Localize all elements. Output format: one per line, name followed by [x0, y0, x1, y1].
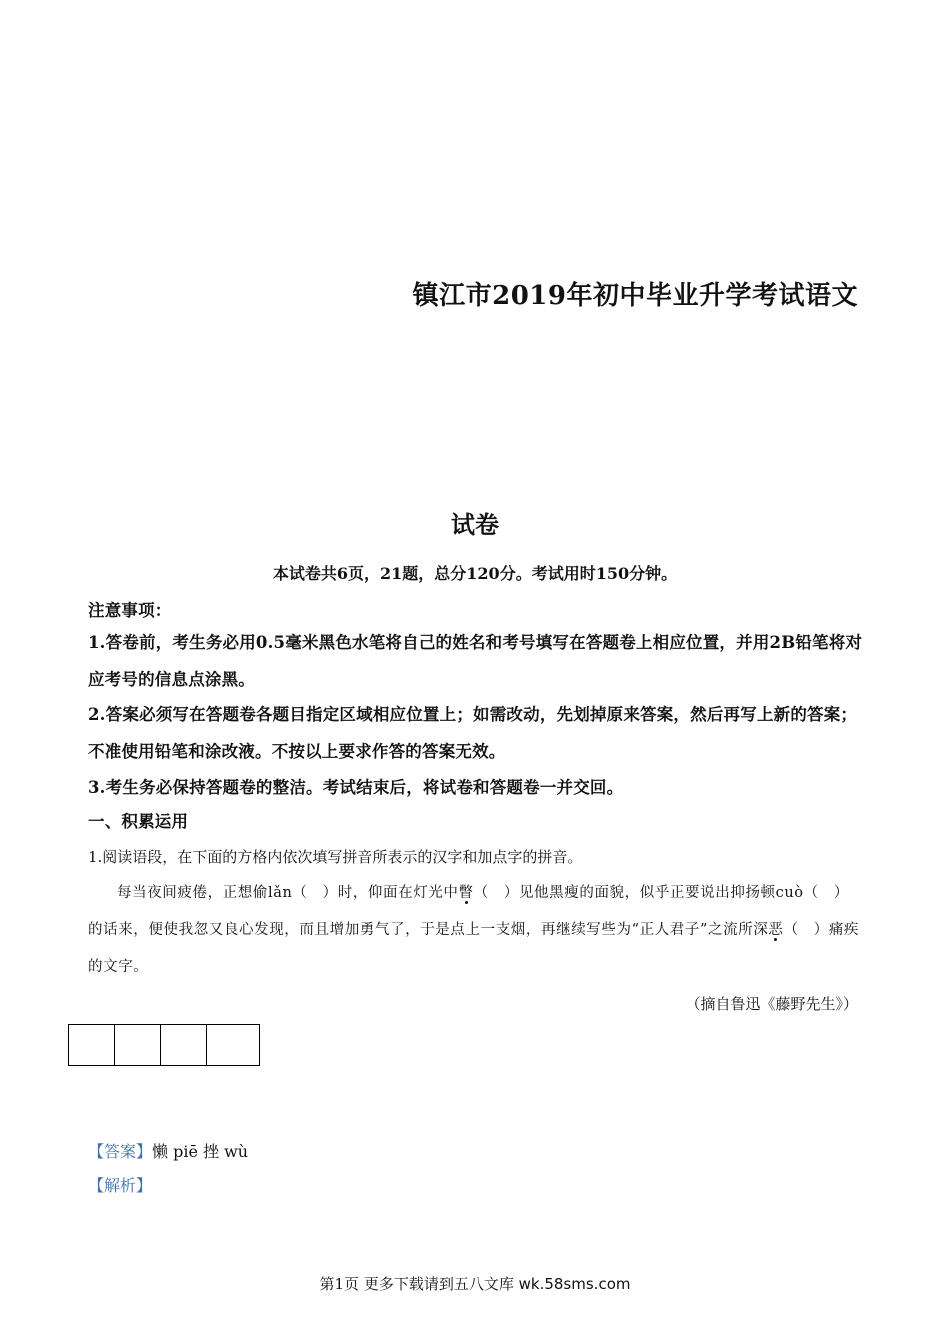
- exam-info: 本试卷共6页，21题，总分120分。考试用时150分钟。: [272, 564, 678, 583]
- answer-cell[interactable]: [161, 1025, 207, 1065]
- answer-cell[interactable]: [115, 1025, 161, 1065]
- page-subtitle: 试卷: [451, 510, 499, 539]
- answer-cell[interactable]: [207, 1025, 259, 1065]
- dotted-character: 恶: [768, 922, 784, 938]
- question-prompt: 1.阅读语段，在下面的方格内依次填写拼音所表示的汉字和加点字的拼音。: [88, 848, 583, 866]
- section-heading: 一、积累运用: [88, 812, 189, 831]
- answer-grid[interactable]: [68, 1024, 260, 1066]
- passage-part-3: （ ）痛疾的文字。: [88, 922, 860, 975]
- answer-cell[interactable]: [69, 1025, 115, 1065]
- analysis-line: [88, 1172, 152, 1200]
- notice-item-1: 1.答卷前，考生务必用0.5毫米黑色水笔将自己的姓名和考号填写在答题卷上相应位置，并用2B铅笔将对应考号的信息点涂黑。: [88, 633, 863, 689]
- passage-part-2: （ ）见他黑瘦的面貌，似乎正要说出抑扬顿cuò（ ）的话来，便使我忽又良心发现，而且增加勇气了，于是点上一支烟，再继续写些为“正人君子”之流所深: [88, 885, 849, 938]
- passage-source: （摘自鲁迅《藤野先生》）: [685, 995, 858, 1013]
- page-footer: [0, 1273, 950, 1294]
- reading-passage: [88, 875, 863, 986]
- footer-site-link[interactable]: wk.58sms.com: [518, 1275, 631, 1293]
- answer-value: 懒 piē 挫 wù: [152, 1142, 249, 1161]
- dotted-character: 瞥: [458, 885, 474, 901]
- analysis-label: 【解析】: [88, 1176, 153, 1195]
- notice-item-3: 3.考生务必保持答题卷的整洁。考试结束后，将试卷和答题卷一并交回。: [88, 778, 624, 797]
- footer-text: 第1页 更多下载请到五八文库: [319, 1275, 514, 1293]
- answer-line: [88, 1138, 248, 1166]
- answer-label: 【答案】: [88, 1142, 153, 1161]
- page-title: 镇江市2019年初中毕业升学考试语文: [412, 281, 858, 311]
- notice-heading: 注意事项：: [88, 601, 172, 620]
- passage-part-1: 每当夜间疲倦，正想偷lǎn（ ）时，仰面在灯光中: [117, 885, 459, 901]
- notice-item-2: 2.答案必须写在答题卷各题目指定区域相应位置上；如需改动，先划掉原来答案，然后再写上新的答案；不准使用铅笔和涂改液。不按以上要求作答的答案无效。: [88, 705, 858, 761]
